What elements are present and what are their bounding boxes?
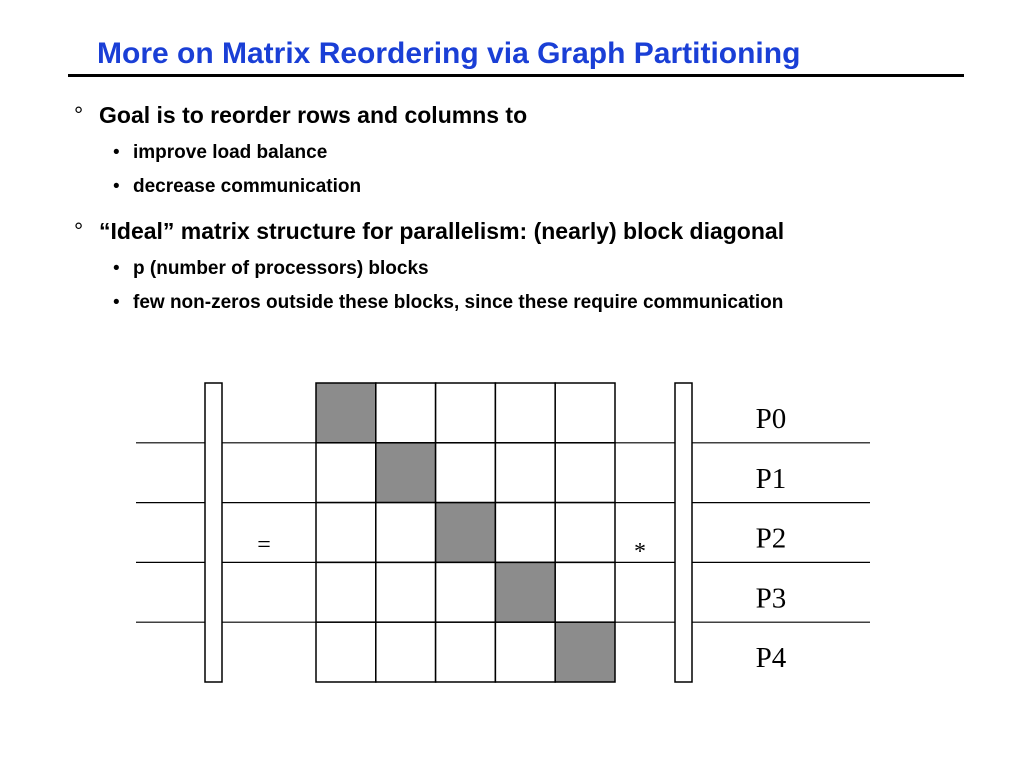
matrix-cell [555,443,615,503]
equals-symbol: = [257,532,271,558]
bullet-text: Goal is to reorder rows and columns to [99,102,528,128]
processor-label-p3: P3 [755,582,787,615]
matrix [316,383,615,682]
diagonal-block [316,383,376,443]
diagonal-block [555,622,615,682]
matrix-cell [495,443,555,503]
dot-bullet-icon: • [113,292,120,313]
multiply-symbol: * [634,539,646,565]
matrix-cell [555,562,615,622]
matrix-cell [555,383,615,443]
matrix-cell [555,503,615,563]
diagonal-block [376,443,436,503]
sub-bullet-text: improve load balance [133,142,328,163]
diagonal-block [436,503,496,563]
dot-bullet-icon: • [113,142,120,163]
matrix-cell [436,562,496,622]
sub-bullet-text: few non-zeros outside these blocks, since these require communication [133,292,784,313]
matrix-cell [376,562,436,622]
matrix-cell [495,503,555,563]
matrix-cell [436,622,496,682]
dot-bullet-icon: • [113,258,120,279]
matrix-cell [316,562,376,622]
dot-bullet-icon: • [113,176,120,197]
bullet-text: “Ideal” matrix structure for parallelism: (nearly) block diagonal [99,218,785,244]
result-vector [205,383,222,682]
matrix-cell [316,443,376,503]
matrix-cell [376,622,436,682]
sub-bullet-text: p (number of processors) blocks [133,258,429,279]
matrix-cell [436,443,496,503]
diagonal-block [495,562,555,622]
degree-bullet-icon: ° [74,218,84,244]
slide-title: More on Matrix Reordering via Graph Partitioning [97,37,801,70]
input-vector [675,383,692,682]
matrix-cell [316,503,376,563]
processor-label-p2: P2 [755,522,787,555]
matrix-cell [376,503,436,563]
degree-bullet-icon: ° [74,102,84,128]
matrix-cell [495,383,555,443]
processor-label-p1: P1 [755,462,787,495]
sub-bullet-text: decrease communication [133,176,362,197]
matrix-cell [436,383,496,443]
processor-label-p4: P4 [755,642,787,675]
matrix-cell [376,383,436,443]
matrix-cell [495,622,555,682]
processor-label-p0: P0 [755,403,787,435]
processor-labels [756,403,787,674]
matrix-cell [316,622,376,682]
